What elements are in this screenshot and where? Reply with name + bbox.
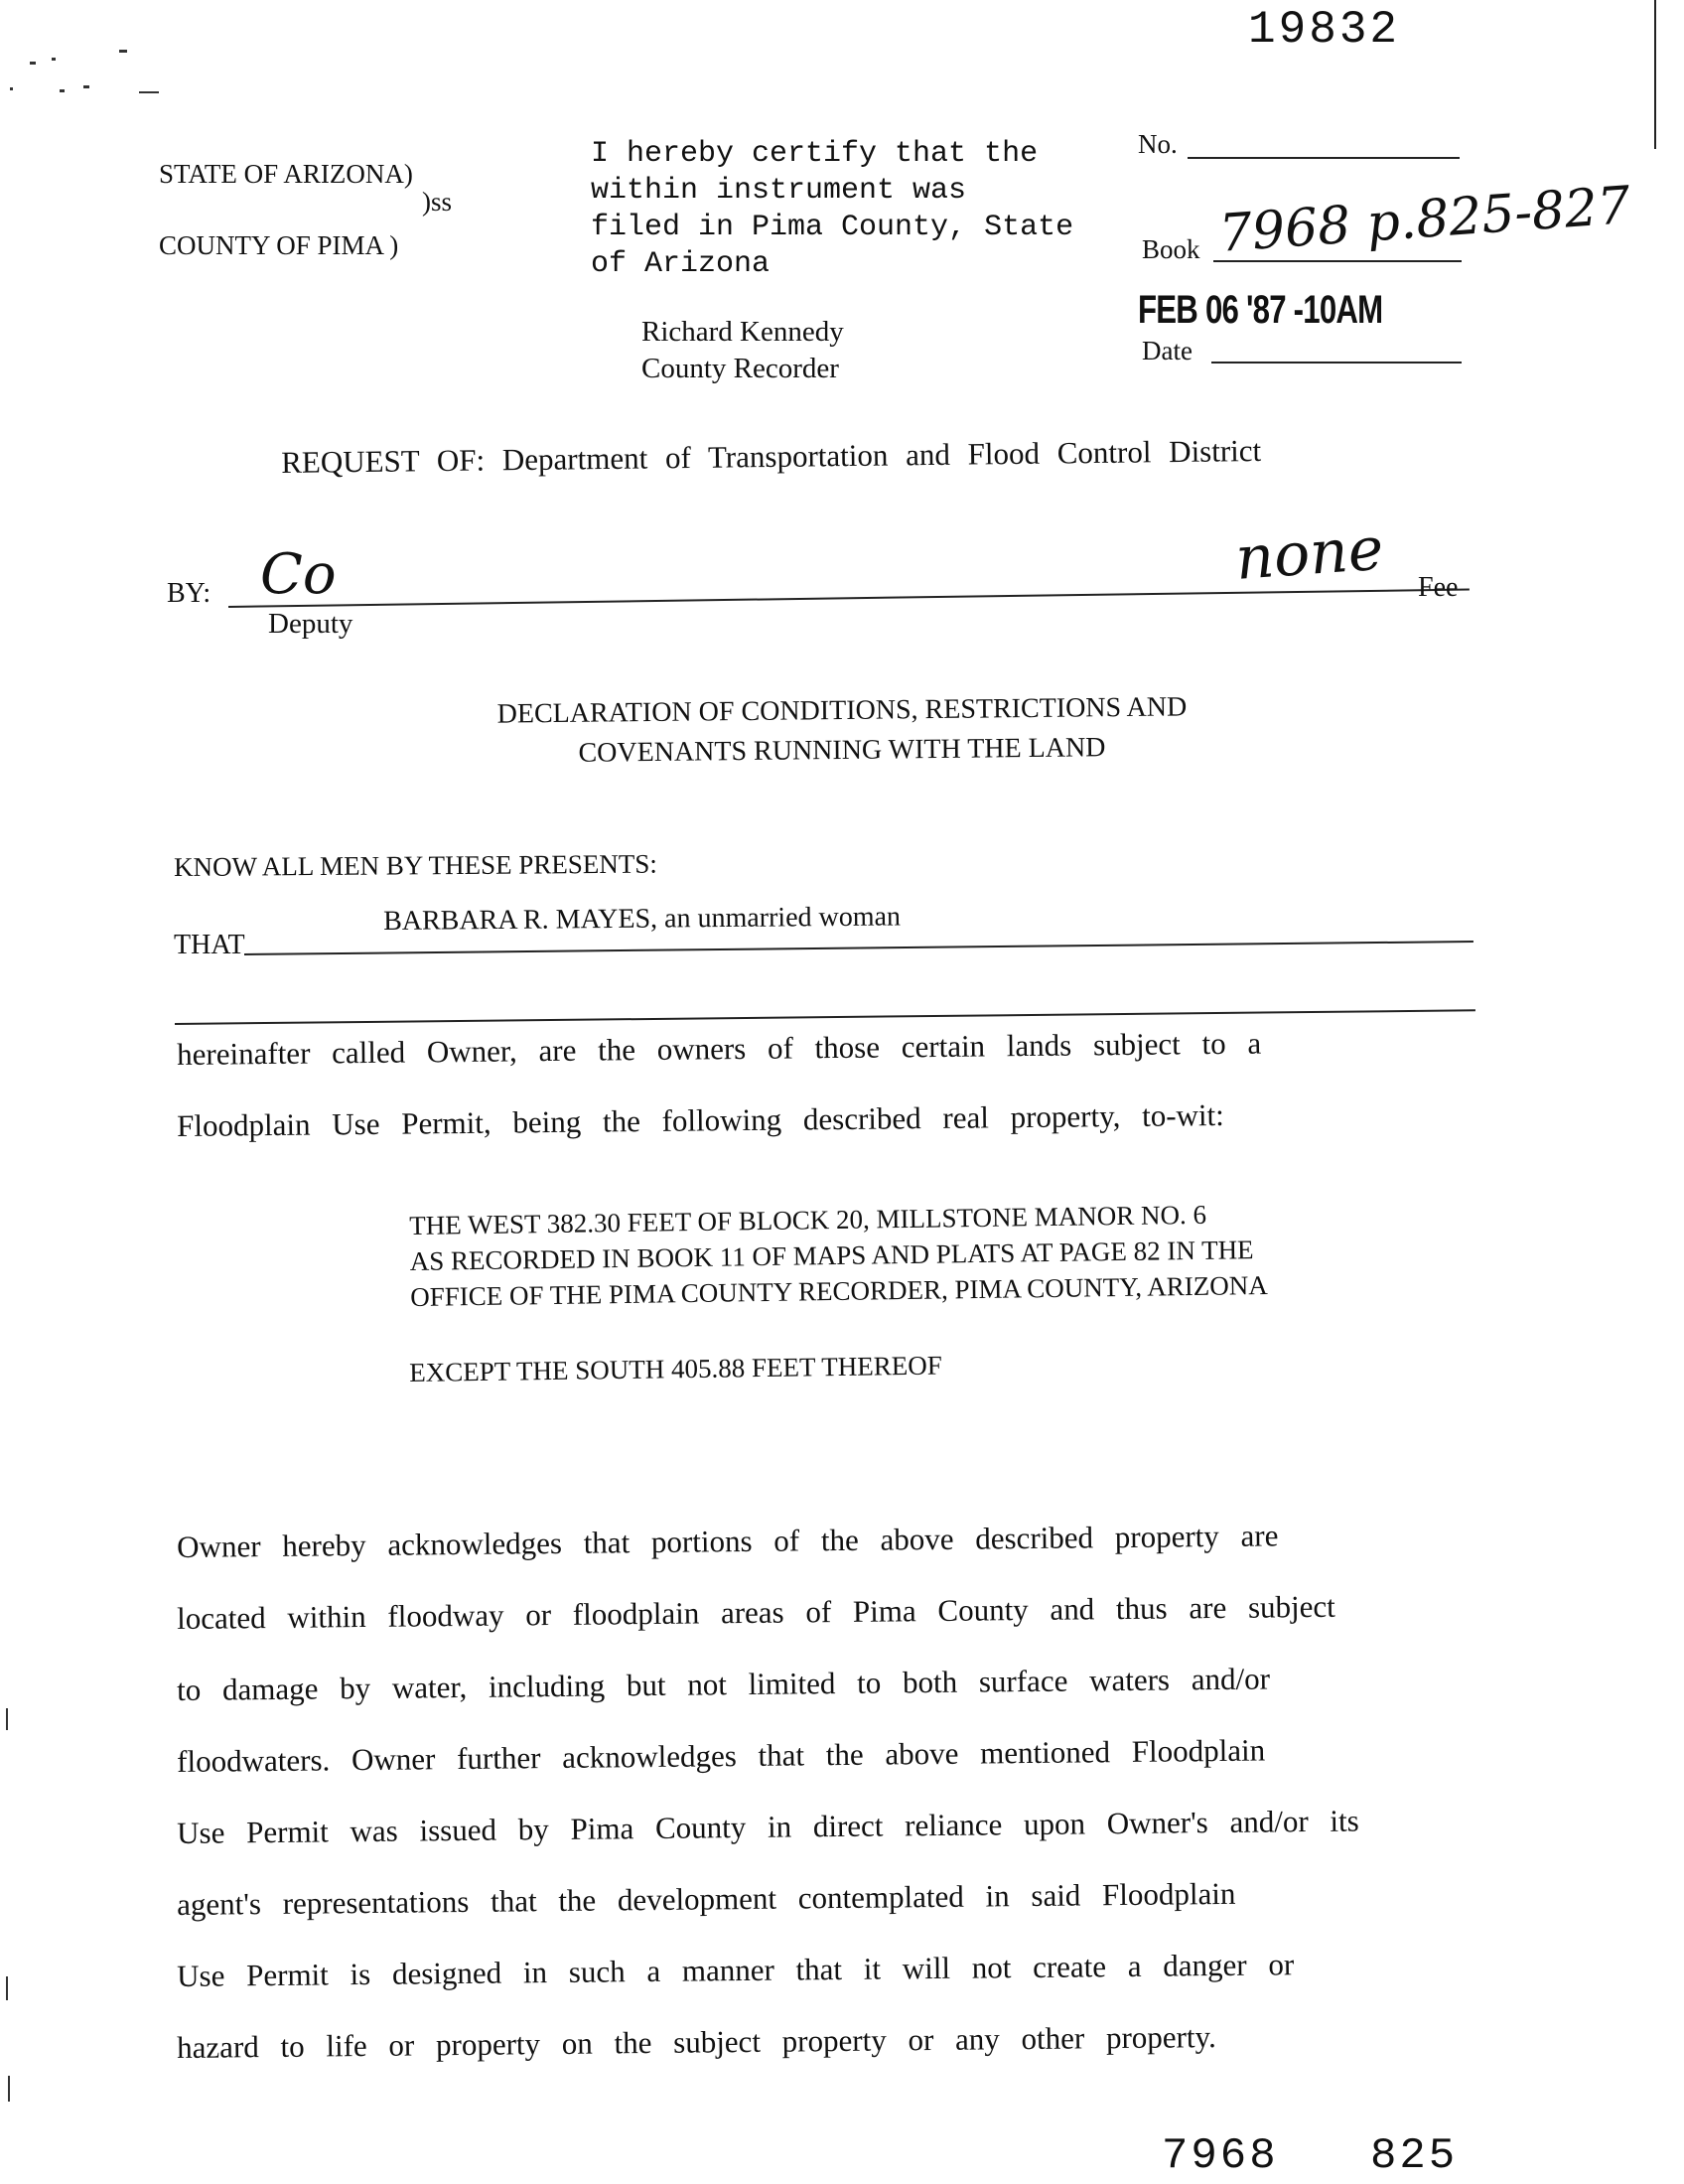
document-title-line-2: COVENANTS RUNNING WITH THE LAND (578, 732, 1106, 769)
certification-text (591, 136, 1073, 283)
fee-label: Fee (1418, 572, 1459, 603)
by-line (228, 589, 1470, 608)
owner-line-2 (175, 1009, 1475, 1025)
no-line (1188, 157, 1460, 159)
acknowledgement-line: to damage by water, including but not limited to both surface waters and/or (177, 1661, 1271, 1707)
recorder-title: County Recorder (641, 353, 839, 384)
recorder-block (641, 314, 844, 387)
scan-speck (30, 62, 36, 65)
fee-handwritten-value: none (1233, 513, 1386, 594)
legal-exception: EXCEPT THE SOUTH 405.88 FEET THEREOF (409, 1350, 942, 1387)
footer-page-number: 825 (1370, 2131, 1459, 2181)
request-label: REQUEST OF: (281, 442, 486, 480)
scan-speck (10, 87, 13, 90)
acknowledgement-line: Use Permit is designed in such a manner that it will not create a danger or (177, 1947, 1295, 1993)
legal-description-line: THE WEST 382.30 FEET OF BLOCK 20, MILLSTONE MANOR NO. 6 (409, 1199, 1207, 1240)
acknowledgement-line: agent's representations that the development contemplated in said Floodplain (177, 1875, 1236, 1922)
date-stamp: FEB 06 '87 -10AM (1138, 288, 1383, 332)
scan-speck (139, 91, 159, 93)
acknowledgement-line: located within floodway or floodplain areas of Pima County and thus are subject (177, 1588, 1335, 1636)
document-number: 19832 (1248, 4, 1401, 56)
book-handwritten-value: 7968 p.825-827 (1217, 176, 1632, 264)
request-of (281, 433, 1261, 481)
date-label: Date (1142, 336, 1193, 365)
request-value: Department of Transportation and Flood Control District (501, 432, 1262, 478)
venue-county: COUNTY OF PIMA ) (159, 230, 399, 260)
intro-line: hereinafter called Owner, are the owners of those certain lands subject to a (177, 1025, 1262, 1072)
recorder-name: Richard Kennedy (641, 316, 844, 348)
venue-ss: )ss (422, 187, 453, 217)
preamble: KNOW ALL MEN BY THESE PRESENTS: (174, 848, 657, 882)
acknowledgement-line: hazard to life or property on the subject property or any other property. (177, 2019, 1216, 2065)
footer-book-number: 7968 (1162, 2131, 1279, 2181)
scan-speck (52, 58, 56, 61)
deputy-label: Deputy (268, 608, 353, 640)
scan-speck (6, 1976, 8, 2000)
intro-line: Floodplain Use Permit, being the following described real property, to-wit: (177, 1096, 1224, 1143)
certification-line: of Arizona (591, 247, 771, 281)
scan-speck (8, 2076, 10, 2102)
owner-name: BARBARA R. MAYES, an unmarried woman (383, 901, 902, 937)
legal-description (409, 1196, 1268, 1315)
acknowledgement-line: Owner hereby acknowledges that portions of the above described property are (177, 1518, 1279, 1564)
that-label: THAT (174, 930, 245, 960)
certification-line: filed in Pima County, State (591, 211, 1074, 244)
margin-rule (1654, 0, 1656, 149)
document-title-line-1: DECLARATION OF CONDITIONS, RESTRICTIONS AND (496, 691, 1188, 730)
book-label: Book (1142, 234, 1200, 264)
scan-speck (60, 89, 65, 92)
certification-line: within instrument was (591, 174, 967, 208)
venue-state: STATE OF ARIZONA) (159, 159, 413, 189)
by-label: BY: (167, 578, 211, 609)
date-line (1211, 362, 1462, 364)
scan-speck (83, 85, 89, 88)
owner-line (244, 941, 1474, 955)
scan-speck (6, 1708, 8, 1730)
deputy-initials: Co (260, 542, 337, 607)
acknowledgement-line: floodwaters. Owner further acknowledges that the above mentioned Floodplain (177, 1732, 1266, 1779)
legal-description-line: OFFICE OF THE PIMA COUNTY RECORDER, PIMA COUNTY, ARIZONA (410, 1269, 1268, 1312)
scan-speck (119, 50, 127, 53)
certification-line: I hereby certify that the (591, 137, 1039, 171)
acknowledgement-line: Use Permit was issued by Pima County in direct reliance upon Owner's and/or its (177, 1803, 1359, 1850)
no-label: No. (1138, 129, 1178, 159)
legal-description-line: AS RECORDED IN BOOK 11 OF MAPS AND PLATS AT PAGE 82 IN THE (409, 1235, 1254, 1276)
